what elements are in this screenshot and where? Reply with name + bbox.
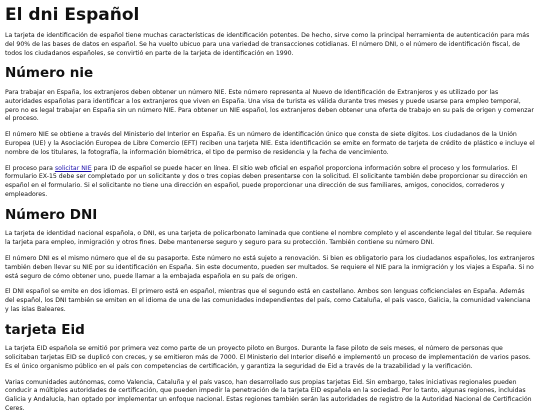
nie-paragraph-2: El número NIE se obtiene a través del Ministerio del Interior en España. Es un número de identificación único que consta de siete dígitos. Los ciudadanos de la Unión Europea (UE) y la Asociación Europea de Libre Comercio (EFT) reciben una tarjeta NIE. Esta identificación se emite en formato de tarjeta de crédito de plástico e incluye el nombre de los titulares, la fotografía, la información biométrica, el tipo de permiso de residencia y la fecha de vencimiento.	[5, 131, 535, 156]
page-title: El dni Español	[5, 5, 140, 25]
solicitar-nie-link[interactable]: solicitar NIE	[54, 164, 92, 172]
eid-paragraph-2: Varias comunidades autónomas, como Valencia, Cataluña y el país vasco, han desarrollado sus propias tarjetas Eid. Sin embargo, tales iniciativas regionales pueden conducir a múltiples autoridades de certificación, que pueden impedir la penetración de la tarjeta EID española en la sociedad. Por lo tanto, algunas regiones, incluidas Galicia y Andalucía, han optado por implementar un enfoque nacional. Estas regiones también serán las autoridades de registro de la Autoridad Nacional de Certificación Ceres.	[5, 378, 532, 413]
eid-paragraph-1: La tarjeta EID española se emitió por primera vez como parte de un proyecto piloto en Burgos. Durante la fase piloto de seis meses, el número de personas que solicitaban tarjetas EID se duplicó con creces, y se emitieron más de 7000. El Ministerio del Interior diseñó e implementó un proceso de implementación de varios pasos. Es el único organismo público en el país con competencias de certificación, y garantiza la seguridad de Eid a través de la trazabilidad y la verificación.	[5, 345, 531, 370]
dni-paragraph-2: El número DNI es el mismo número que el de su pasaporte. Este número no está sujeto a renovación. Si bien es obligatorio para los ciudadanos españoles, los extranjeros también deben llevar su NIE por su identificación en España. Sin este documento, pueden ser multados. Se requiere el NIE para la inmigración y los viajes a España. Si no está seguro de cómo obtener uno, puede llamar a la embajada española en su país de origen.	[5, 254, 535, 280]
nie-paragraph-1: Para trabajar en España, los extranjeros deben obtener un número NIE. Este número representa al Nuevo de Identificación de Extranjeros y es utilizado por las autoridades españolas para identificar a los extranjeros que viven en España. Una visa de turista es válida durante tres meses y puede usarse para empleo temporal, pero no es legal trabajar en España sin un número NIE. Para obtener un NIE español, los extranjeros deben obtener una oferta de trabajo en su país de origen y comenzar el proceso.	[5, 89, 534, 123]
nie-p3-text-after: para ID de español se puede hacer en línea. El sitio web oficial en español proporciona información sobre el proceso y los formularios. El formulario EX-15 debe ser completado por un solicitante y dos o tres copias deben presentarse con la solicitud. El solicitante también debe proporcionar su dirección en español en el formulario. Si el solicitante no tiene una dirección en español, puede proporcionar una dirección de sus familiares, amigos, conocidos, correderos y empleadores.	[5, 164, 528, 198]
nie-paragraph-3	[5, 165, 535, 200]
intro-paragraph: La tarjeta de identificación de español tiene muchas características de identificación potentes. De hecho, sirve como la principal herramienta de autenticación para más del 90% de las bases de datos en español. Se ha vuelto ubicuo para una variedad de transacciones cotidianas. El número DNI, o el número de identificación fiscal, de todos los ciudadanos españoles, se convirtió en parte de la tarjeta de identificación en 1990.	[5, 32, 530, 57]
dni-paragraph-1: La tarjeta de identidad nacional española, o DNI, es una tarjeta de policarbonato laminada que contiene el nombre completo y el ascendente legal del titular. Se requiere la tarjeta para empleo, inmigración y otros fines. Debe mantenerse seguro y seguro para su protección. También contiene su número DNI.	[5, 230, 532, 247]
dni-paragraph-3: El DNI español se emite en dos idiomas. El primero está en español, mientras que el segundo está en castellano. Ambos son lenguas coficienciales en España. Además del español, los DNI también se emiten en el idioma de una de las comunidades independientes del país, como Cataluña, el país vasco, Galicia, la comunidad valenciana y las islas Baleares.	[5, 288, 531, 313]
nie-p3-text-before: El proceso para	[5, 164, 55, 172]
section-heading-dni: Número DNI	[5, 206, 98, 223]
section-heading-eid: tarjeta Eid	[5, 321, 85, 338]
section-heading-nie: Número nie	[5, 65, 94, 82]
